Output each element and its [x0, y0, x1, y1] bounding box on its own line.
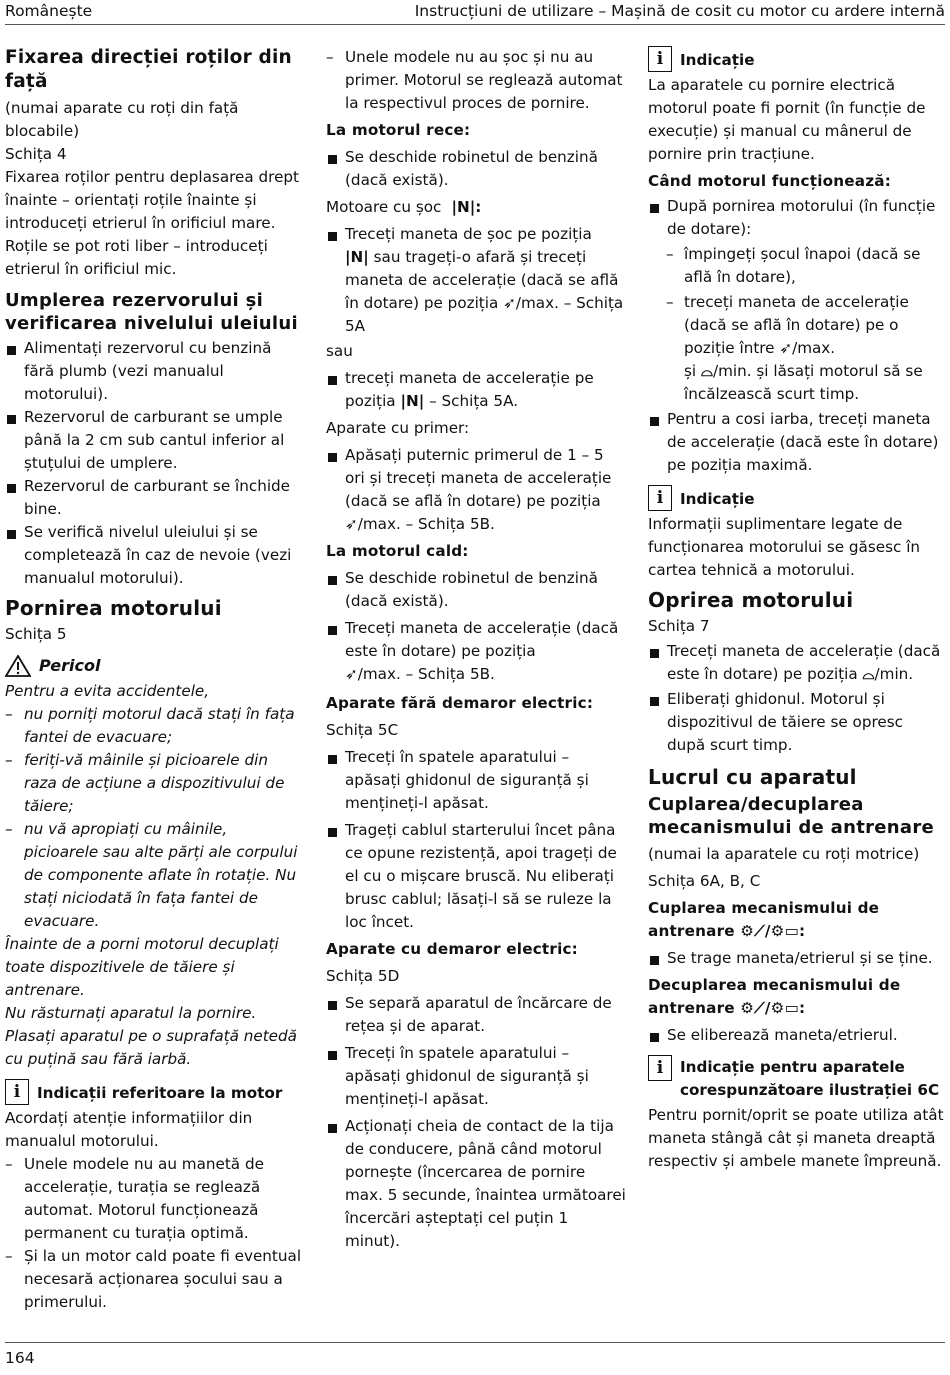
list-item: Se deschide robinetul de benzină (dacă există).	[326, 567, 626, 613]
note-label: Indicații referitoare la motor	[37, 1084, 283, 1102]
list-item: Treceți maneta de șoc pe poziția |N| sau trageți-o afară și treceți maneta de accelerație (dacă se află în dotare) pe poziția ➶/max. – Schița 5A	[326, 223, 626, 338]
paragraph: Înainte de a porni motorul decuplați toate dispozitivele de tăiere și antrenare.	[5, 935, 279, 999]
list-item: – nu porniți motorul dacă stați în fața fantei de evacuare;	[5, 703, 305, 749]
page-footer	[5, 1342, 945, 1367]
header-title: Instrucțiuni de utilizare – Mașină de cosit cu motor cu ardere internă	[414, 2, 945, 20]
note-title: i Indicație	[648, 485, 946, 511]
list-item: Se trage maneta/etrierul și se ține.	[648, 947, 946, 970]
list-item: Se separă aparatul de încărcare de rețea și de aparat.	[326, 992, 626, 1038]
list-item: Treceți în spatele aparatului – apăsați ghidonul de siguranță și mențineți-l apăsat.	[326, 746, 626, 815]
note-title: i Indicație	[648, 46, 946, 72]
paragraph: La aparatele cu pornire electrică motorul poate fi pornit (în funcție de execuție) și manual cu mânerul de pornire prin tracțiune.	[648, 76, 926, 163]
page-header	[5, 0, 945, 25]
list-item: Se verifică nivelul uleiului și se completează în caz de nevoie (vezi manualul motorului).	[5, 521, 305, 590]
list-item: – Unele modele nu au manetă de accelerație, turația se reglează automat. Motorul funcționează permanent cu turația optimă.	[5, 1153, 305, 1245]
list-item: Alimentați rezervorul cu benzină fără plumb (vezi manualul motorului).	[5, 337, 305, 406]
list-item: Se eliberează maneta/etrierul.	[648, 1024, 946, 1047]
list-item: – feriți-vă mâinile și picioarele din raza de acțiune a dispozitivului de tăiere;	[5, 749, 305, 818]
drive-lever-icon: ⚙⟋/⚙▭:	[740, 999, 806, 1017]
list-item: Apăsați puternic primerul de 1 – 5 ori și treceți maneta de accelerație (dacă se află în dotare) pe poziția ➶/max. – Schița 5B.	[326, 444, 626, 536]
list-item: Treceți maneta de accelerație (dacă este în dotare) pe poziția ➶/max. – Schița 5B.	[326, 617, 626, 686]
paragraph: (numai aparate cu roți din față blocabile)	[5, 99, 239, 140]
primer-label: Aparate cu primer:	[326, 419, 470, 437]
drive-lever-icon: ⚙⟋/⚙▭:	[740, 922, 806, 940]
list-item: Treceți maneta de accelerație (dacă este în dotare) pe poziția ⌓/min.	[648, 640, 946, 686]
subheading-running: Când motorul funcționează:	[648, 172, 891, 190]
info-icon: i	[648, 485, 672, 511]
note-title: i Indicație pentru aparatele corespunzătoare ilustrației 6C	[648, 1055, 946, 1102]
paragraph	[326, 196, 626, 219]
choke-icon: |N|	[400, 392, 425, 410]
list-item: – Unele modele nu au șoc și nu au primer. Motorul se reglează automat la respectivul proces de pornire.	[326, 46, 626, 115]
heading-wheel-fix: Fixarea direcției roților din față	[5, 47, 292, 92]
paragraph: Schița 7	[648, 617, 710, 635]
column-1	[5, 46, 305, 1314]
list-item: Trageți cablul starterului încet pâna ce opune rezistență, apoi trageți de el cu o mișcare bruscă. Nu eliberați brusc cablul; lăsați-l să se ruleze la loc încet.	[326, 819, 626, 934]
info-icon: i	[648, 1055, 672, 1081]
heading-fill-tank: Umplerea rezervorului și verificarea nivelului uleiului	[5, 290, 298, 334]
paragraph: Schița 6A, B, C	[648, 872, 761, 890]
list-item: După pornirea motorului (în funcție de dotare):	[648, 195, 946, 241]
list-item: Rezervorul de carburant se umple până la 2 cm sub cantul inferior al ștuțului de umplere.	[5, 406, 305, 475]
rabbit-icon: ➶	[345, 515, 358, 533]
list-item: Se deschide robinetul de benzină (dacă există).	[326, 146, 626, 192]
heading-start-engine: Pornirea motorului	[5, 596, 222, 620]
list-item: treceți maneta de accelerație pe poziția |N| – Schița 5A.	[326, 367, 626, 413]
choke-icon: |N|	[345, 248, 369, 266]
choke-label: Motoare cu șoc	[326, 198, 442, 216]
page-number: 164	[5, 1349, 35, 1367]
paragraph: Pentru a evita accidentele,	[5, 682, 210, 700]
list-item: Rezervorul de carburant se închide bine.	[5, 475, 305, 521]
subheading-electric: Aparate cu demaror electric:	[326, 940, 578, 958]
paragraph: Schița 5D	[326, 967, 400, 985]
list-item: Acționați cheia de contact de la tija de conducere, până când motorul pornește (încercarea de pornire max. 5 secunde, înaintea următoarei încercări așteptați cel puțin 1 minut).	[326, 1115, 626, 1253]
rabbit-icon: ➶	[345, 665, 358, 683]
column-3	[648, 46, 946, 1173]
subheading-warm: La motorul cald:	[326, 542, 469, 560]
turtle-icon: ⌓	[862, 665, 875, 683]
list-item: – împingeți șocul înapoi (dacă se află în dotare),	[648, 243, 946, 289]
heading-work: Lucrul cu aparatul	[648, 765, 857, 789]
danger-label: Pericol	[39, 656, 101, 675]
list-item: Eliberați ghidonul. Motorul și dispozitivul de tăiere se opresc după scurt timp.	[648, 688, 946, 757]
turtle-icon: ⌓	[700, 362, 713, 380]
paragraph: Pentru pornit/oprit se poate utiliza atât maneta stângă cât și maneta dreaptă respectiv și ambele manete împreună.	[648, 1106, 944, 1170]
subheading-decouple: Decuplarea mecanismului de antrenare ⚙⟋/⚙▭:	[648, 974, 946, 1020]
list-item: – Și la un motor cald poate fi eventual necesară acționarea șocului sau a primerului.	[5, 1245, 305, 1314]
paragraph: Schița 5C	[326, 721, 399, 739]
paragraph: Roțile se pot roti liber – introduceți etrierul în orificiul mic.	[5, 237, 268, 278]
paragraph: (numai la aparatele cu roți motrice)	[648, 845, 920, 863]
list-item: Treceți în spatele aparatului – apăsați ghidonul de siguranță și mențineți-l apăsat.	[326, 1042, 626, 1111]
paragraph: Schița 5	[5, 625, 67, 643]
subheading-cold: La motorul rece:	[326, 121, 471, 139]
heading-drive: Cuplarea/decuplarea mecanismului de antrenare	[648, 794, 935, 838]
note-title	[5, 1079, 305, 1105]
list-item: – treceți maneta de accelerație (dacă se află în dotare) pe o poziție între ➶/max. și ⌓/min. și lăsați motorul să se încălzească scurt timp.	[648, 291, 946, 406]
danger-title	[5, 654, 305, 677]
list-item: Pentru a cosi iarba, treceți maneta de accelerație (dacă este în dotare) pe poziția maximă.	[648, 408, 946, 477]
paragraph: Schița 4	[5, 145, 67, 163]
rabbit-icon: ➶	[779, 339, 793, 357]
paragraph: sau	[326, 342, 353, 360]
header-language: Românește	[5, 2, 93, 20]
paragraph: Nu răsturnați aparatul la pornire. Plasați aparatul pe o suprafață netedă cu puțină sau fără iarbă.	[5, 1004, 297, 1068]
list-item: – nu vă apropiați cu mâinile, picioarele sau alte părți ale corpului de componente aflate în rotație. Nu stați niciodată în fața fantei de evacuare.	[5, 818, 305, 933]
subheading-couple: Cuplarea mecanismului de antrenare ⚙⟋/⚙▭:	[648, 897, 946, 943]
paragraph: Fixarea roților pentru deplasarea drept înainte – orientați roțile înainte și introduceți etrierul în orificiul mare.	[5, 168, 300, 232]
choke-icon: |N|:	[446, 198, 482, 216]
paragraph: Acordați atenție informațiilor din manualul motorului.	[5, 1109, 253, 1150]
rabbit-icon: ➶	[503, 294, 516, 312]
subheading-no-electric: Aparate fără demaror electric:	[326, 694, 594, 712]
info-icon: i	[648, 46, 672, 72]
info-icon: i	[5, 1079, 29, 1105]
heading-stop-engine: Oprirea motorului	[648, 588, 854, 612]
column-2	[326, 46, 626, 1253]
paragraph: Informații suplimentare legate de funcționarea motorului se găsesc în cartea tehnică a motorului.	[648, 515, 921, 579]
warning-triangle-icon	[5, 655, 31, 677]
